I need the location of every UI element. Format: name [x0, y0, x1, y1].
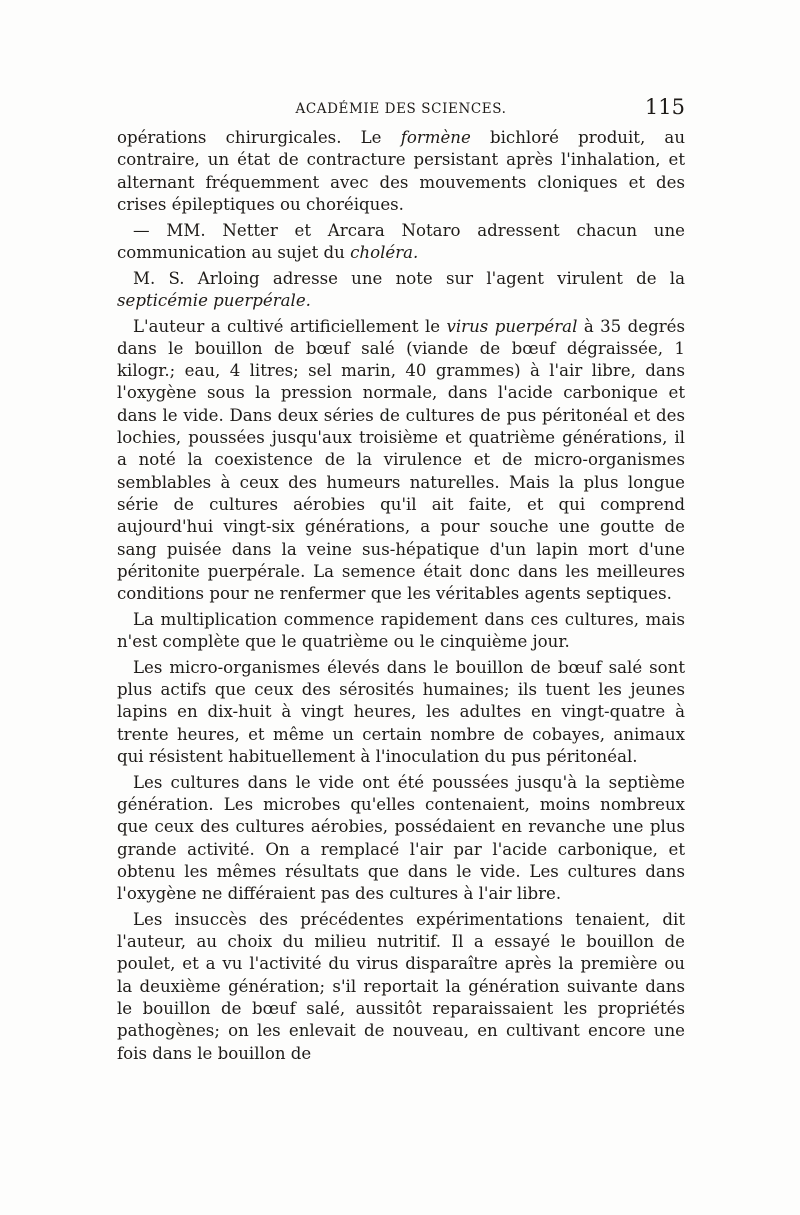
italic-text: choléra. [350, 242, 419, 262]
paragraph [117, 657, 685, 768]
paragraph-text: opérations chirurgicales. Le [117, 128, 401, 147]
paragraph [117, 909, 685, 1065]
paragraph-text: bichloré produit, au contraire, un état de contracture persistant après l'inhalation, et alternant fréquemment avec des mouvements cloniques et des crises épileptiques ou choréiques. [117, 128, 686, 214]
italic-text: virus puerpéral [446, 316, 578, 336]
paragraph-text: Les insuccès des précédentes expérimentations tenaient, dit l'auteur, au choix du milieu nutritif. Il a essayé le bouillon de poulet, et a vu l'activité du virus disparaître après la première ou la deuxième génération; s'il reportait la génération suivante dans le bouillon de bœuf salé, aussitôt reparaissaient les propriétés pathogènes; on les enlevait de nouveau, en cultivant encore une fois dans le bouillon de [117, 909, 685, 1063]
paragraph-text: M. S. Arloing adresse une note sur l'agent virulent de la [133, 268, 685, 288]
paragraph [117, 609, 685, 654]
paragraph-text: à 35 degrés dans le bouillon de bœuf salé (viande de bœuf dégraissée, 1 kilogr.; eau, 4 litres; sel marin, 40 grammes) à l'air libre, dans l'oxygène sous la pression normale, dans l'acide carbonique et dans le vide. Dans deux séries de cultures de pus péritonéal et des lochies, poussées jusqu'aux troisième et quatrième générations, il a noté la coexistence de la virulence et de micro-organismes semblables à ceux des humeurs naturelles. Mais la plus longue série de cultures aérobies qu'il ait faite, et qui comprend aujourd'hui vingt-six générations, a pour souche une goutte de sang puisée dans la veine sus-hépatique d'un lapin mort d'une péritonite puerpérale. La semence était donc dans les meilleures conditions pour ne renfermer que les véritables agents septiques. [117, 316, 685, 604]
paragraph [117, 316, 685, 606]
paragraph-text: La multiplication commence rapidement dans ces cultures, mais n'est complète que le quatrième ou le cinquième jour. [117, 609, 685, 652]
paragraph-text: L'auteur a cultivé artificiellement le [133, 316, 447, 336]
italic-text: formène [400, 128, 471, 147]
paragraph-text: Les cultures dans le vide ont été poussées jusqu'à la septième génération. Les microbes qu'elles contenaient, moins nombreux que ceux des cultures aérobies, possédaient en revanche une plus grande activité. On a remplacé l'air par l'acide carbonique, et obtenu les mêmes résultats que dans le vide. Les cultures dans l'oxygène ne différaient pas des cultures à l'air libre. [117, 772, 685, 904]
paragraph-text: Les micro-organismes élevés dans le bouillon de bœuf salé sont plus actifs que ceux des sérosités humaines; ils tuent les jeunes lapins en dix-huit à vingt heures, les adultes en vingt-quatre à trente heures, et même un certain nombre de cobayes, animaux qui résistent habituellement à l'inoculation du pus péritonéal. [117, 657, 685, 766]
running-head: ACADÉMIE DES SCIENCES. [295, 101, 507, 117]
paragraph-text: — MM. Netter et Arcara Notaro adressent chacun une communication au sujet du [117, 220, 685, 262]
page-header [117, 97, 685, 123]
body-text [117, 127, 685, 1065]
page-number: 115 [644, 95, 685, 119]
paragraph [117, 772, 685, 906]
paragraph [117, 220, 685, 265]
italic-text: septicémie puerpérale. [117, 290, 311, 310]
paragraph [117, 268, 685, 313]
paragraph [117, 127, 685, 216]
